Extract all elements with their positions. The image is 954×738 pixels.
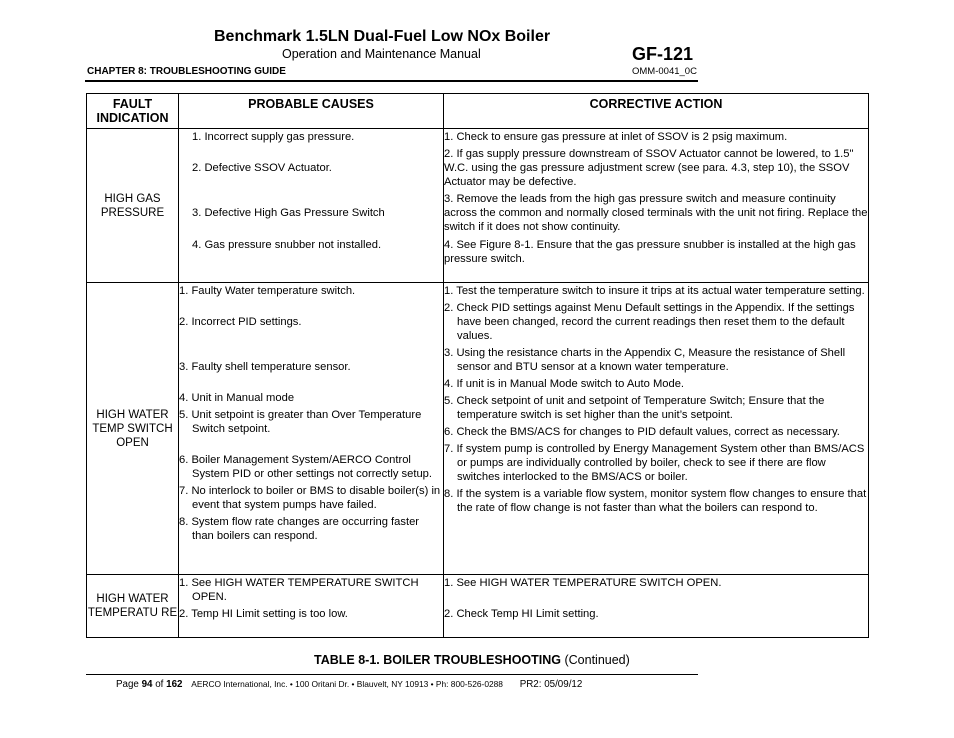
probable-causes-cell — [179, 283, 444, 575]
corrective-action-cell — [444, 283, 869, 575]
action-item: 7. If system pump is controlled by Energy Management System other than BMS/ACS or pumps are individually controlled by boiler, check to see if there are flow switches interlocked to the BMS/ACS or boiler. — [444, 443, 865, 483]
action-item: 4. If unit is in Manual Mode switch to Auto Mode. — [444, 378, 685, 390]
chapter-heading: CHAPTER 8: TROUBLESHOOTING GUIDE — [87, 66, 286, 77]
document-title: Benchmark 1.5LN Dual-Fuel Low NOx Boiler — [214, 28, 551, 45]
corrective-action-cell — [444, 129, 869, 283]
action-item: 1. Test the temperature switch to insure it trips at its actual water temperature setting. — [444, 285, 865, 297]
column-header-fault: FAULT INDICATION — [87, 94, 179, 129]
fault-indication: HIGH GAS PRESSURE — [87, 129, 179, 283]
company-address: AERCO International, Inc. • 100 Oritani Dr. • Blauvelt, NY 10913 • Ph: 800-526-0288 — [191, 679, 503, 689]
action-item: 3. Remove the leads from the high gas pressure switch and measure continuity across the common and normally closed terminals with the unit not firing. Replace the switch if it does not show continuity. — [444, 193, 868, 233]
probable-causes-cell — [179, 129, 444, 283]
cause-item: 7. No interlock to boiler or BMS to disable boiler(s) in event that system pumps have failed. — [179, 485, 441, 511]
action-item: 2. Check PID settings against Menu Default settings in the Appendix. If the settings have been changed, record the current readings then reset them to the default values. — [444, 302, 855, 342]
column-header-action: CORRECTIVE ACTION — [444, 94, 869, 129]
table-row — [87, 129, 869, 283]
action-item: 8. If the system is a variable flow system, monitor system flow changes to ensure that the rate of flow change is not faster than what the boilers can respond to. — [444, 488, 867, 514]
document-code: GF-121 — [632, 44, 694, 64]
cause-item: 2. Defective SSOV Actuator. — [192, 162, 332, 174]
fault-indication: HIGH WATER TEMPERATU RE — [87, 575, 179, 638]
action-item: 4. See Figure 8-1. Ensure that the gas pressure snubber is installed at the high gas pressure switch. — [444, 239, 856, 265]
page-prefix: Page — [116, 679, 142, 690]
action-item: 3. Using the resistance charts in the Appendix C, Measure the resistance of Shell sensor and BTU sensor at a known water temperature. — [444, 347, 846, 373]
action-item: 1. See HIGH WATER TEMPERATURE SWITCH OPEN. — [444, 577, 722, 589]
table-caption-label: TABLE 8-1. BOILER TROUBLESHOOTING — [314, 653, 561, 667]
table-row — [87, 283, 869, 575]
table-caption — [314, 653, 630, 667]
cause-item: 2. Incorrect PID settings. — [179, 316, 302, 328]
print-revision: PR2: 05/09/12 — [519, 679, 583, 690]
troubleshooting-table — [86, 93, 869, 638]
table-caption-suffix: (Continued) — [564, 653, 630, 667]
cause-item: 3. Faulty shell temperature sensor. — [179, 361, 351, 373]
cause-item: 5. Unit setpoint is greater than Over Temperature Switch setpoint. — [179, 409, 422, 435]
probable-causes-cell — [179, 575, 444, 638]
cause-item: 4. Gas pressure snubber not installed. — [192, 239, 382, 251]
document-revision: OMM-0041_0C — [632, 66, 697, 77]
action-item: 1. Check to ensure gas pressure at inlet of SSOV is 2 psig maximum. — [444, 131, 788, 143]
cause-item: 4. Unit in Manual mode — [179, 392, 295, 404]
column-header-causes: PROBABLE CAUSES — [179, 94, 444, 129]
action-item: 5. Check setpoint of unit and setpoint of Temperature Switch; Ensure that the temperature switch is set higher than the unit’s setpoint. — [444, 395, 825, 421]
document-subtitle: Operation and Maintenance Manual — [282, 47, 481, 61]
page-footer — [116, 679, 582, 690]
header-divider — [85, 80, 698, 82]
page-of: of — [152, 679, 167, 690]
cause-item: 8. System flow rate changes are occurring faster than boilers can respond. — [179, 516, 420, 542]
corrective-action-cell — [444, 575, 869, 638]
action-item: 2. If gas supply pressure downstream of SSOV Actuator cannot be lowered, to 1.5" W.C. using the gas pressure adjustment screw (see para. 4.3, step 10), the SSOV Actuator may be defective. — [444, 148, 854, 188]
cause-item: 1. Faulty Water temperature switch. — [179, 285, 356, 297]
footer-divider — [86, 674, 698, 675]
cause-item: 1. See HIGH WATER TEMPERATURE SWITCH OPEN. — [179, 577, 419, 603]
cause-item: 1. Incorrect supply gas pressure. — [192, 131, 355, 143]
page-total: 162 — [166, 679, 183, 690]
cause-item: 3. Defective High Gas Pressure Switch — [192, 207, 385, 219]
action-item: 6. Check the BMS/ACS for changes to PID default values, correct as necessary. — [444, 426, 840, 438]
table-header-row — [87, 94, 869, 129]
table-row — [87, 575, 869, 638]
page-number: 94 — [141, 679, 153, 690]
fault-indication: HIGH WATER TEMP SWITCH OPEN — [87, 283, 179, 575]
cause-item: 2. Temp HI Limit setting is too low. — [179, 608, 348, 620]
cause-item: 6. Boiler Management System/AERCO Control System PID or other settings not correctly setup. — [179, 454, 433, 480]
action-item: 2. Check Temp HI Limit setting. — [444, 608, 599, 620]
